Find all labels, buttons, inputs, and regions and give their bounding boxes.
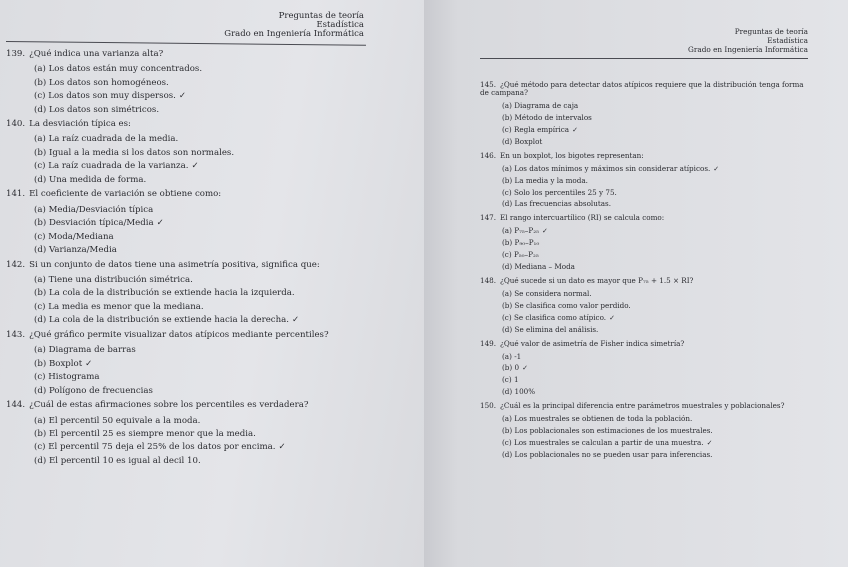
answer-option <box>480 126 808 134</box>
option-label: (d) <box>34 385 47 396</box>
question-item <box>6 401 416 466</box>
answer-option <box>480 251 808 259</box>
answer-option <box>480 326 808 334</box>
question-text: ¿Qué valor de asimetría de Fisher indica simetría? <box>500 338 685 348</box>
answer-option <box>480 376 808 384</box>
answer-option <box>6 346 416 355</box>
option-label: (a) <box>502 414 512 424</box>
answer-option <box>6 149 416 158</box>
answer-option <box>480 138 808 146</box>
option-label: (b) <box>502 426 513 436</box>
option-label: (a) <box>34 415 46 426</box>
question-item <box>480 402 808 459</box>
answer-option <box>6 303 416 312</box>
option-text: Diagrama de barras <box>48 345 136 356</box>
question-title <box>480 152 808 160</box>
question-text: El coeficiente de variación se obtiene como: <box>29 189 222 200</box>
option-text: Histograma <box>48 372 100 383</box>
option-label: (a) <box>34 345 46 356</box>
option-label: (b) <box>34 147 47 158</box>
answer-option <box>480 102 808 110</box>
answer-option <box>480 227 808 235</box>
answer-option <box>6 162 416 171</box>
answer-option <box>480 302 808 310</box>
question-text: En un boxplot, los bigotes representan: <box>500 150 644 160</box>
option-label: (c) <box>34 161 46 172</box>
option-label: (a) <box>502 351 512 361</box>
answer-option <box>480 353 808 361</box>
header-degree: Grado en Ingeniería Informática <box>224 28 364 39</box>
option-label: (d) <box>502 136 513 146</box>
option-text: Se elimina del análisis. <box>514 324 599 334</box>
option-text: Moda/Mediana <box>48 231 114 242</box>
option-label: (d) <box>34 245 47 256</box>
option-label: (c) <box>502 250 512 260</box>
option-text: Igual a la media si los datos son normales. <box>48 147 235 158</box>
option-label: (b) <box>502 113 513 123</box>
option-text: Desviación típica/Media <box>48 218 154 229</box>
option-text: -1 <box>514 351 522 361</box>
option-label: (d) <box>502 387 513 397</box>
answer-option <box>480 239 808 247</box>
answer-option <box>6 135 416 144</box>
option-label: (a) <box>502 288 512 298</box>
question-item <box>480 152 808 209</box>
question-text: ¿Qué indica una varianza alta? <box>29 48 164 59</box>
answer-option <box>6 233 416 242</box>
option-label: (d) <box>34 315 47 326</box>
question-text: ¿Qué método para detectar datos atípicos requiere que la distribución tenga forma de campana? <box>480 80 804 98</box>
option-text: Media/Desviación típica <box>48 204 154 215</box>
option-label: (b) <box>34 218 47 229</box>
option-label: (b) <box>502 238 513 248</box>
option-text: Los datos mínimos y máximos sin considerar atípicos. <box>514 163 711 173</box>
option-label: (c) <box>502 437 512 447</box>
answer-option <box>6 360 416 369</box>
check-mark-icon: ✓ <box>706 437 713 447</box>
answer-option <box>6 106 416 115</box>
header-degree: Grado en Ingeniería Informática <box>688 44 808 54</box>
question-number: 145. <box>480 80 497 90</box>
question-text: ¿Cuál de estas afirmaciones sobre los percentiles es verdadera? <box>29 400 309 411</box>
check-mark-icon: ✓ <box>572 124 579 134</box>
option-text: La cola de la distribución se extiende hacia la derecha. <box>48 315 289 326</box>
question-number: 144. <box>6 400 26 411</box>
option-label: (c) <box>34 231 46 242</box>
question-number: 143. <box>6 329 26 340</box>
answer-option <box>6 65 416 74</box>
answer-option <box>6 206 416 215</box>
question-number: 139. <box>6 48 26 59</box>
option-text: La raíz cuadrada de la varianza. <box>48 161 189 172</box>
question-title <box>6 331 416 340</box>
question-number: 141. <box>6 189 26 200</box>
answer-option <box>480 165 808 173</box>
question-number: 150. <box>480 401 497 411</box>
answer-option <box>6 443 416 452</box>
answer-option <box>6 387 416 396</box>
question-text: Si un conjunto de datos tiene una asimetría positiva, significa que: <box>29 259 320 270</box>
answer-option <box>480 189 808 197</box>
answer-option <box>480 415 808 423</box>
answer-option <box>6 219 416 228</box>
answer-option <box>6 373 416 382</box>
answer-option <box>480 451 808 459</box>
option-label: (d) <box>34 104 47 115</box>
header-divider <box>480 58 808 59</box>
option-label: (c) <box>34 301 46 312</box>
question-title <box>6 50 416 59</box>
question-text: ¿Qué sucede si un dato es mayor que P₇₅ + 1.5 × RI? <box>500 276 694 285</box>
option-text: El percentil 75 deja el 25% de los datos por encima. <box>48 442 276 453</box>
question-list <box>6 50 416 467</box>
option-label: (b) <box>34 288 47 299</box>
question-text: La desviación típica es: <box>29 119 131 130</box>
option-text: 1 <box>513 375 519 385</box>
question-item <box>480 340 808 397</box>
header-divider <box>6 41 366 46</box>
option-text: Boxplot <box>514 136 543 146</box>
question-text: ¿Cuál es la principal diferencia entre parámetros muestrales y poblacionales? <box>500 401 785 411</box>
option-label: (a) <box>34 64 46 75</box>
option-text: Las frecuencias absolutas. <box>514 199 611 209</box>
option-label: (a) <box>34 134 46 145</box>
option-text: P₅₀–P₂₅ <box>513 250 539 260</box>
option-label: (b) <box>34 77 47 88</box>
option-text: Regla empírica <box>513 124 570 134</box>
question-title <box>480 340 808 348</box>
question-item <box>6 50 416 115</box>
option-text: La cola de la distribución se extiende hacia la izquierda. <box>48 288 295 299</box>
answer-option <box>480 364 808 372</box>
option-text: Diagrama de caja <box>514 101 579 111</box>
answer-option <box>480 388 808 396</box>
question-item <box>6 261 416 326</box>
answer-option <box>480 439 808 447</box>
option-text: Método de intervalos <box>514 113 592 123</box>
page-right <box>424 0 848 567</box>
question-number: 140. <box>6 119 26 130</box>
option-label: (d) <box>502 262 513 272</box>
answer-option <box>6 92 416 101</box>
answer-option <box>480 427 808 435</box>
option-label: (c) <box>502 124 512 134</box>
question-item <box>6 331 416 396</box>
question-number: 149. <box>480 338 497 348</box>
question-title <box>6 120 416 129</box>
answer-option <box>480 177 808 185</box>
option-label: (c) <box>502 187 512 197</box>
page-header <box>480 28 808 54</box>
option-label: (d) <box>34 455 47 466</box>
option-label: (a) <box>502 226 512 236</box>
question-item <box>480 214 808 271</box>
answer-option <box>480 200 808 208</box>
option-label: (a) <box>34 204 46 215</box>
answer-option <box>480 263 808 271</box>
option-text: El percentil 10 es igual al decil 10. <box>48 455 201 466</box>
option-text: Varianza/Media <box>48 245 117 256</box>
option-label: (d) <box>502 449 513 459</box>
check-mark-icon: ✓ <box>713 163 720 173</box>
question-item <box>6 120 416 185</box>
header-subject: Estadística <box>316 19 364 30</box>
option-text: Mediana – Moda <box>514 262 575 272</box>
header-title: Preguntas de teoría <box>734 27 808 36</box>
option-text: Solo los percentiles 25 y 75. <box>513 187 617 197</box>
question-title <box>480 402 808 410</box>
answer-option <box>6 430 416 439</box>
answer-option <box>6 457 416 466</box>
option-label: (d) <box>502 199 513 209</box>
option-text: Los poblacionales son estimaciones de los muestrales. <box>514 426 713 436</box>
option-text: Polígono de frecuencias <box>48 385 153 396</box>
option-text: Los muestrales se obtienen de toda la población. <box>514 414 693 424</box>
option-text: Se clasifica como valor perdido. <box>514 300 631 310</box>
answer-option <box>6 79 416 88</box>
answer-option <box>6 246 416 255</box>
option-text: 0 <box>514 363 520 373</box>
option-label: (c) <box>34 372 46 383</box>
option-text: Los datos están muy concentrados. <box>48 64 203 75</box>
option-label: (b) <box>34 429 47 439</box>
option-text: P₉₀–P₁₀ <box>514 238 540 248</box>
option-label: (b) <box>502 363 513 373</box>
question-text: El rango intercuartílico (RI) se calcula como: <box>500 213 665 223</box>
page-header <box>6 12 416 39</box>
option-label: (c) <box>502 375 512 385</box>
check-mark-icon: ✓ <box>522 363 529 373</box>
option-text: La media es menor que la mediana. <box>48 301 204 312</box>
option-label: (d) <box>502 324 513 334</box>
answer-option <box>6 276 416 285</box>
check-mark-icon: ✓ <box>156 218 164 229</box>
check-mark-icon: ✓ <box>191 161 199 172</box>
header-title: Preguntas de teoría <box>278 11 364 21</box>
answer-option <box>480 314 808 322</box>
option-label: (b) <box>34 358 47 369</box>
answer-option <box>6 176 416 185</box>
question-title <box>480 277 808 285</box>
option-text: Una medida de forma. <box>48 174 147 185</box>
option-label: (a) <box>502 163 512 173</box>
question-title <box>6 190 416 199</box>
option-text: El percentil 25 es siempre menor que la media. <box>48 429 256 439</box>
question-text: ¿Qué gráfico permite visualizar datos atípicos mediante percentiles? <box>29 329 329 340</box>
option-text: Se clasifica como atípico. <box>513 312 607 322</box>
question-number: 146. <box>480 150 497 160</box>
option-text: Boxplot <box>48 358 83 369</box>
option-label: (a) <box>34 275 46 286</box>
option-label: (b) <box>502 300 513 310</box>
question-title <box>6 401 416 410</box>
option-text: La media y la moda. <box>514 175 588 185</box>
option-text: Los poblacionales no se pueden usar para inferencias. <box>514 449 713 459</box>
option-label: (d) <box>34 174 47 185</box>
answer-option <box>6 289 416 298</box>
option-label: (c) <box>502 312 512 322</box>
option-text: Los muestrales se calculan a partir de una muestra. <box>513 437 704 447</box>
option-label: (b) <box>502 175 513 185</box>
option-text: 100% <box>514 387 536 397</box>
question-title <box>6 261 416 270</box>
question-title <box>480 214 808 222</box>
question-number: 147. <box>480 213 497 223</box>
question-item <box>480 277 808 334</box>
check-mark-icon: ✓ <box>278 442 286 453</box>
answer-option <box>480 114 808 122</box>
check-mark-icon: ✓ <box>178 91 187 102</box>
option-text: El percentil 50 equivale a la moda. <box>48 415 201 426</box>
header-subject: Estadística <box>767 35 808 45</box>
answer-option <box>480 290 808 298</box>
question-item <box>6 190 416 255</box>
check-mark-icon: ✓ <box>542 226 549 236</box>
option-text: P₇₅–P₂₅ <box>514 226 539 236</box>
option-text: Tiene una distribución simétrica. <box>48 275 193 286</box>
option-text: La raíz cuadrada de la media. <box>48 134 179 145</box>
question-list <box>480 81 808 459</box>
option-text: Se considera normal. <box>514 288 592 298</box>
option-label: (c) <box>34 91 46 102</box>
answer-option <box>6 417 416 426</box>
check-mark-icon: ✓ <box>85 358 93 369</box>
answer-option <box>6 316 416 325</box>
question-number: 148. <box>480 276 497 285</box>
option-label: (a) <box>502 101 512 111</box>
question-item <box>480 81 808 146</box>
question-title <box>480 81 808 97</box>
option-text: Los datos son muy dispersos. <box>48 91 176 102</box>
check-mark-icon: ✓ <box>292 315 300 326</box>
check-mark-icon: ✓ <box>609 312 616 322</box>
option-label: (c) <box>34 442 46 453</box>
option-text: Los datos son simétricos. <box>48 104 160 115</box>
question-number: 142. <box>6 259 26 270</box>
option-text: Los datos son homogéneos. <box>48 77 169 88</box>
